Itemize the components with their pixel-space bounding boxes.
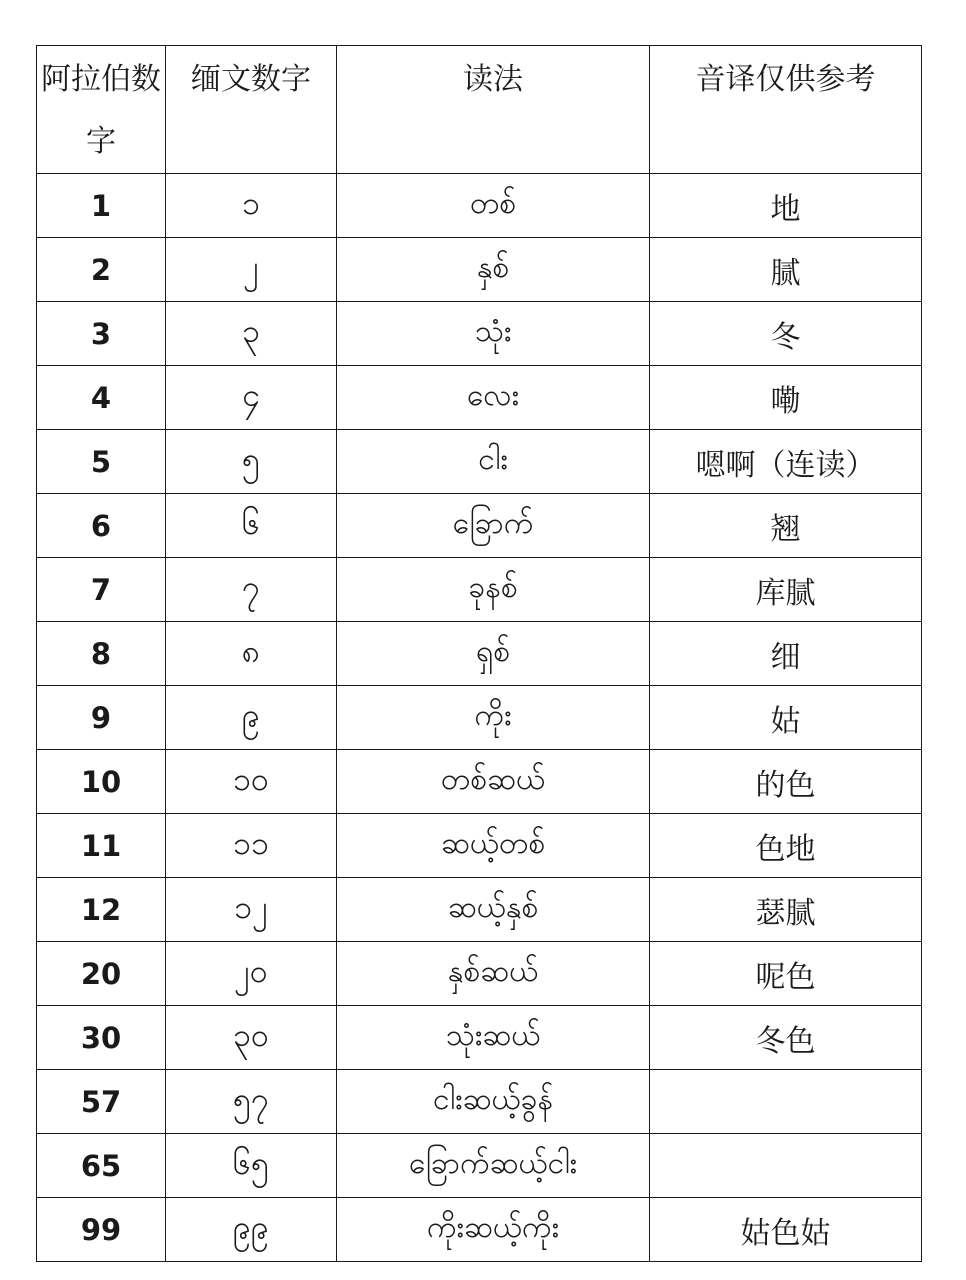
arabic-numeral-cell: 65 bbox=[37, 1134, 166, 1198]
table-row bbox=[37, 942, 922, 1006]
table-row bbox=[37, 750, 922, 814]
arabic-numeral-cell: 1 bbox=[37, 174, 166, 238]
reading-cell: နှစ် bbox=[337, 238, 650, 302]
burmese-numeral-cell: ၁ bbox=[166, 174, 337, 238]
reading-cell: လေး bbox=[337, 366, 650, 430]
table-row bbox=[37, 366, 922, 430]
transliteration-cell bbox=[650, 1070, 922, 1134]
burmese-numeral-cell: ၂ bbox=[166, 238, 337, 302]
burmese-numeral-cell: ၄ bbox=[166, 366, 337, 430]
burmese-numeral-cell: ၇ bbox=[166, 558, 337, 622]
table-row bbox=[37, 1198, 922, 1262]
header-transliteration: 音译仅供参考 bbox=[650, 46, 922, 174]
burmese-numeral-cell: ၆ bbox=[166, 494, 337, 558]
transliteration-cell: 冬色 bbox=[650, 1006, 922, 1070]
burmese-numeral-cell: ၂၀ bbox=[166, 942, 337, 1006]
table-row bbox=[37, 878, 922, 942]
arabic-numeral-cell: 57 bbox=[37, 1070, 166, 1134]
burmese-numeral-cell: ၃ bbox=[166, 302, 337, 366]
arabic-numeral-cell: 4 bbox=[37, 366, 166, 430]
reading-cell: သုံး bbox=[337, 302, 650, 366]
transliteration-cell: 冬 bbox=[650, 302, 922, 366]
arabic-numeral-cell: 3 bbox=[37, 302, 166, 366]
burmese-numeral-cell: ၁၁ bbox=[166, 814, 337, 878]
transliteration-cell: 嘞 bbox=[650, 366, 922, 430]
burmese-numeral-cell: ၁၀ bbox=[166, 750, 337, 814]
transliteration-cell: 姑色姑 bbox=[650, 1198, 922, 1262]
transliteration-cell: 库腻 bbox=[650, 558, 922, 622]
burmese-numeral-cell: ၉ bbox=[166, 686, 337, 750]
reading-cell: နှစ်ဆယ် bbox=[337, 942, 650, 1006]
burmese-numeral-cell: ၅၇ bbox=[166, 1070, 337, 1134]
arabic-numeral-cell: 9 bbox=[37, 686, 166, 750]
burmese-numeral-cell: ၈ bbox=[166, 622, 337, 686]
table-row bbox=[37, 1006, 922, 1070]
transliteration-cell: 细 bbox=[650, 622, 922, 686]
transliteration-cell: 姑 bbox=[650, 686, 922, 750]
transliteration-cell: 瑟腻 bbox=[650, 878, 922, 942]
burmese-numeral-cell: ၉၉ bbox=[166, 1198, 337, 1262]
reading-cell: ငါး bbox=[337, 430, 650, 494]
transliteration-cell: 腻 bbox=[650, 238, 922, 302]
burmese-numeral-cell: ၆၅ bbox=[166, 1134, 337, 1198]
header-reading: 读法 bbox=[337, 46, 650, 174]
arabic-numeral-cell: 11 bbox=[37, 814, 166, 878]
reading-cell: ခြောက်ဆယ့်ငါး bbox=[337, 1134, 650, 1198]
table-row bbox=[37, 558, 922, 622]
transliteration-cell bbox=[650, 1134, 922, 1198]
arabic-numeral-cell: 20 bbox=[37, 942, 166, 1006]
table-header-row bbox=[37, 46, 922, 174]
reading-cell: ရှစ် bbox=[337, 622, 650, 686]
transliteration-cell: 翘 bbox=[650, 494, 922, 558]
table-row bbox=[37, 174, 922, 238]
arabic-numeral-cell: 99 bbox=[37, 1198, 166, 1262]
transliteration-cell: 呢色 bbox=[650, 942, 922, 1006]
table-body bbox=[37, 174, 922, 1262]
arabic-numeral-cell: 12 bbox=[37, 878, 166, 942]
arabic-numeral-cell: 6 bbox=[37, 494, 166, 558]
table-row bbox=[37, 1134, 922, 1198]
table-row bbox=[37, 302, 922, 366]
burmese-numeral-cell: ၅ bbox=[166, 430, 337, 494]
arabic-numeral-cell: 10 bbox=[37, 750, 166, 814]
table-row bbox=[37, 430, 922, 494]
table-row bbox=[37, 622, 922, 686]
reading-cell: သုံးဆယ် bbox=[337, 1006, 650, 1070]
transliteration-cell: 的色 bbox=[650, 750, 922, 814]
reading-cell: ကိုးဆယ့်ကိုး bbox=[337, 1198, 650, 1262]
reading-cell: ဆယ့်နှစ် bbox=[337, 878, 650, 942]
table-row bbox=[37, 1070, 922, 1134]
reading-cell: ခြောက် bbox=[337, 494, 650, 558]
transliteration-cell: 色地 bbox=[650, 814, 922, 878]
arabic-numeral-cell: 8 bbox=[37, 622, 166, 686]
reading-cell: ငါးဆယ့်ခွန် bbox=[337, 1070, 650, 1134]
reading-cell: ဆယ့်တစ် bbox=[337, 814, 650, 878]
header-arabic-numerals: 阿拉伯数字 bbox=[37, 46, 166, 174]
table-row bbox=[37, 494, 922, 558]
reading-cell: တစ် bbox=[337, 174, 650, 238]
burmese-numeral-cell: ၃၀ bbox=[166, 1006, 337, 1070]
arabic-numeral-cell: 5 bbox=[37, 430, 166, 494]
transliteration-cell: 地 bbox=[650, 174, 922, 238]
reading-cell: ခုနစ် bbox=[337, 558, 650, 622]
reading-cell: ကိုး bbox=[337, 686, 650, 750]
table-row bbox=[37, 814, 922, 878]
reading-cell: တစ်ဆယ် bbox=[337, 750, 650, 814]
arabic-numeral-cell: 30 bbox=[37, 1006, 166, 1070]
header-burmese-numerals: 缅文数字 bbox=[166, 46, 337, 174]
table-row bbox=[37, 238, 922, 302]
arabic-numeral-cell: 7 bbox=[37, 558, 166, 622]
table-row bbox=[37, 686, 922, 750]
transliteration-cell: 嗯啊（连读） bbox=[650, 430, 922, 494]
myanmar-numerals-table bbox=[36, 45, 922, 1262]
arabic-numeral-cell: 2 bbox=[37, 238, 166, 302]
burmese-numeral-cell: ၁၂ bbox=[166, 878, 337, 942]
